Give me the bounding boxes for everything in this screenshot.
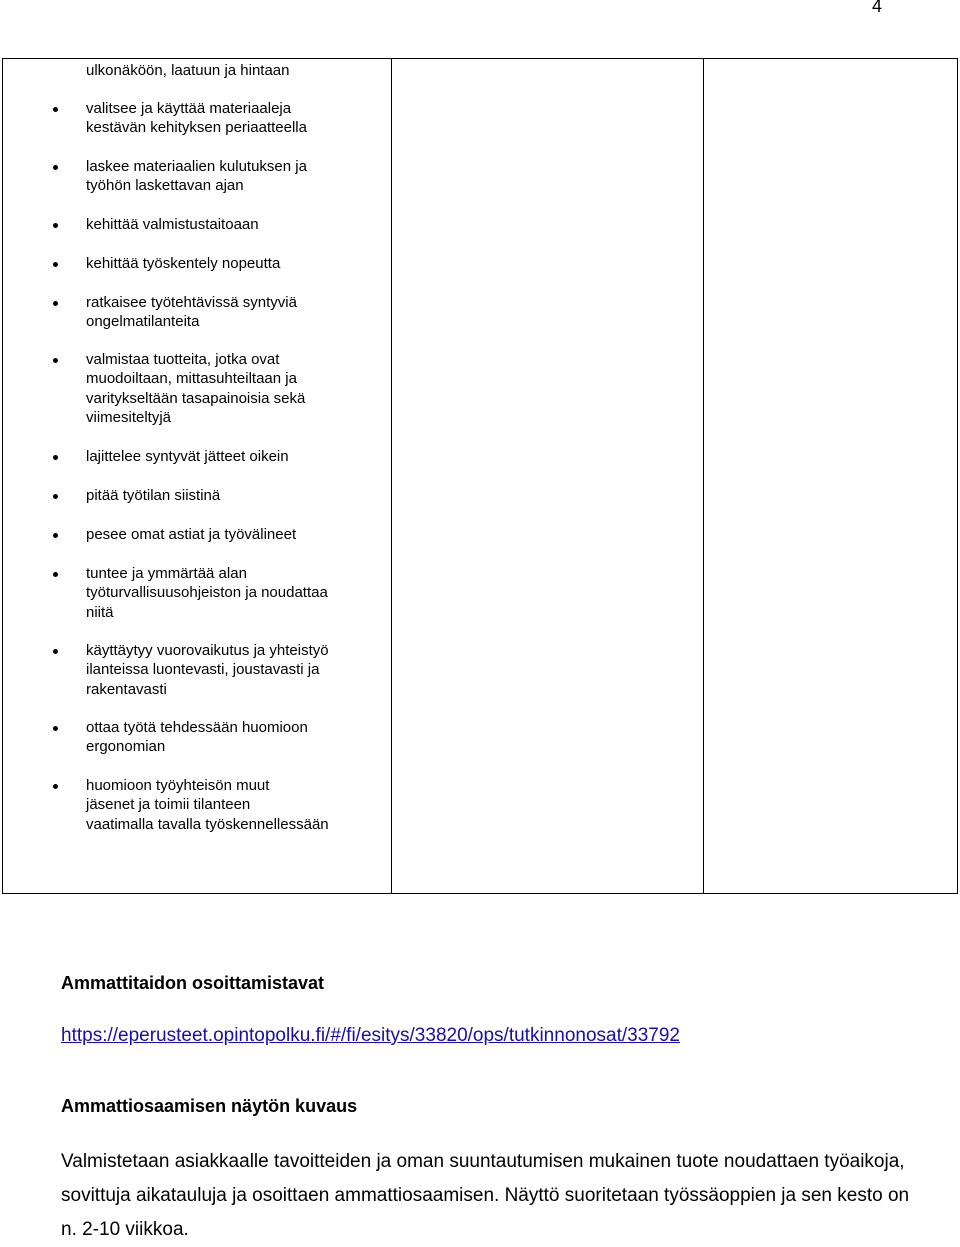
list-item: ottaa työtä tehdessään huomioon ergonomian: [86, 718, 376, 757]
bullet-icon: [53, 649, 58, 654]
page-number: 4: [872, 0, 883, 16]
bullet-icon: [53, 223, 58, 228]
bullet-icon: [53, 494, 58, 499]
bullet-icon: [53, 107, 58, 112]
column-divider: [391, 59, 392, 893]
bullet-icon: [53, 572, 58, 577]
bullet-icon: [53, 301, 58, 306]
list-item: huomioon työyhteisön muut jäsenet ja toimii tilanteen vaatimalla tavalla työskennellessään: [86, 776, 376, 834]
list-item: kehittää valmistustaitoaan: [86, 215, 376, 234]
list-item: tuntee ja ymmärtää alan työturvallisuusohjeiston ja noudattaa niitä: [86, 564, 376, 622]
bullet-icon: [53, 358, 58, 363]
bullet-icon: [53, 455, 58, 460]
description-paragraph: Valmistetaan asiakkaalle tavoitteiden ja oman suuntautumisen mukainen tuote noudattaen työaikoja, sovittuja aikatauluja ja osoittaen ammattiosaamisen. Näyttö suoritetaan työssäoppien ja sen kesto on n. 2-10 viikkoa.: [61, 1151, 910, 1240]
section-heading: Ammattitaidon osoittamistavat: [61, 973, 325, 993]
bullet-icon: [53, 784, 58, 789]
list-item: pitää työtilan siistinä: [86, 486, 376, 505]
list-item: käyttäytyy vuorovaikutus ja yhteistyö ilanteissa luontevasti, joustavasti ja rakentavasti: [86, 641, 376, 699]
list-item: valmistaa tuotteita, jotka ovat muodoiltaan, mittasuhteiltaan ja varitykseltään tasapainoisia sekä viimesiteltyjä: [86, 350, 376, 427]
section-heading: Ammattiosaamisen näytön kuvaus: [61, 1096, 358, 1116]
list-item: valitsee ja käyttää materiaaleja kestävän kehityksen periaatteella: [86, 99, 376, 138]
list-item: laskee materiaalien kulutuksen ja työhön laskettavan ajan: [86, 157, 376, 196]
bullet-icon: [53, 533, 58, 538]
criteria-table: [2, 58, 958, 894]
list-item: lajittelee syntyvät jätteet oikein: [86, 447, 376, 466]
eperusteet-link[interactable]: https://eperusteet.opintopolku.fi/#/fi/esitys/33820/ops/tutkinnonosat/33792: [61, 1025, 680, 1046]
continued-text: ulkonäköön, laatuun ja hintaan: [86, 62, 290, 79]
bullet-icon: [53, 262, 58, 267]
column-divider: [703, 59, 704, 893]
list-item: kehittää työskentely nopeutta: [86, 254, 376, 273]
list-item: pesee omat astiat ja työvälineet: [86, 525, 376, 544]
bullet-icon: [53, 726, 58, 731]
bullet-icon: [53, 165, 58, 170]
list-item: ratkaisee työtehtävissä syntyviä ongelmatilanteita: [86, 293, 376, 332]
